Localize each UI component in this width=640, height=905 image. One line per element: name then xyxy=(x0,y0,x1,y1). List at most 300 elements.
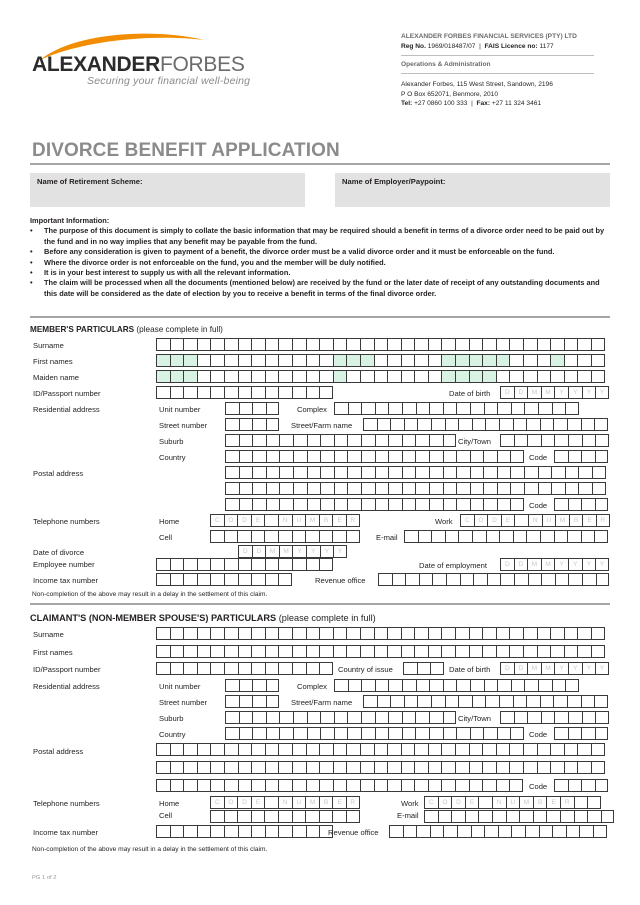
char-box[interactable] xyxy=(278,338,292,351)
char-box[interactable]: C xyxy=(460,514,474,527)
char-box[interactable] xyxy=(578,466,592,479)
char-box[interactable] xyxy=(252,482,266,495)
char-box[interactable] xyxy=(414,645,428,658)
char-box[interactable]: M xyxy=(541,558,555,571)
char-box[interactable] xyxy=(594,695,608,708)
char-box[interactable] xyxy=(319,338,333,351)
char-box[interactable] xyxy=(537,338,551,351)
char-box[interactable] xyxy=(592,466,606,479)
char-box[interactable] xyxy=(334,498,348,511)
char-box[interactable] xyxy=(265,354,279,367)
char-box[interactable] xyxy=(292,386,306,399)
char-box[interactable] xyxy=(225,498,239,511)
char-box[interactable] xyxy=(418,530,432,543)
char-box[interactable] xyxy=(485,695,499,708)
char-box[interactable] xyxy=(540,695,554,708)
char-box[interactable] xyxy=(239,466,253,479)
char-box[interactable] xyxy=(465,810,479,823)
char-box[interactable] xyxy=(306,662,320,675)
char-box[interactable] xyxy=(224,370,238,383)
char-box[interactable] xyxy=(497,402,511,415)
char-box[interactable]: O xyxy=(224,514,238,527)
char-box[interactable] xyxy=(375,679,389,692)
char-box[interactable] xyxy=(346,743,360,756)
char-box[interactable] xyxy=(292,810,306,823)
char-box[interactable] xyxy=(482,779,496,792)
char-box[interactable] xyxy=(484,679,498,692)
char-box[interactable] xyxy=(156,573,170,586)
char-box[interactable] xyxy=(251,761,265,774)
char-box[interactable] xyxy=(550,354,564,367)
char-box[interactable] xyxy=(319,645,333,658)
char-box[interactable] xyxy=(546,810,560,823)
member-employee-number-boxes[interactable] xyxy=(156,558,333,571)
char-box[interactable] xyxy=(305,530,319,543)
char-box[interactable] xyxy=(430,825,444,838)
char-box[interactable] xyxy=(293,711,307,724)
char-box[interactable]: M xyxy=(305,514,319,527)
char-box[interactable] xyxy=(388,679,402,692)
char-box[interactable]: D xyxy=(514,662,528,675)
char-box[interactable] xyxy=(496,761,510,774)
char-box[interactable] xyxy=(361,498,375,511)
member-revenue-office-boxes[interactable] xyxy=(378,573,609,586)
char-box[interactable] xyxy=(455,627,469,640)
char-box[interactable] xyxy=(441,354,455,367)
char-box[interactable] xyxy=(582,711,596,724)
char-box[interactable] xyxy=(333,779,347,792)
char-box[interactable] xyxy=(496,743,510,756)
char-box[interactable] xyxy=(334,727,348,740)
char-box[interactable] xyxy=(210,338,224,351)
char-box[interactable]: Y xyxy=(582,662,596,675)
char-box[interactable] xyxy=(496,370,510,383)
char-box[interactable] xyxy=(238,354,252,367)
char-box[interactable] xyxy=(183,761,197,774)
char-box[interactable] xyxy=(455,645,469,658)
char-box[interactable] xyxy=(469,627,483,640)
char-box[interactable] xyxy=(278,645,292,658)
char-box[interactable] xyxy=(509,645,523,658)
char-box[interactable] xyxy=(552,825,566,838)
char-box[interactable] xyxy=(577,627,591,640)
char-box[interactable] xyxy=(156,338,170,351)
char-box[interactable] xyxy=(429,466,443,479)
char-box[interactable] xyxy=(387,761,401,774)
char-box[interactable] xyxy=(156,825,170,838)
char-box[interactable] xyxy=(458,530,472,543)
member-postal-code-boxes[interactable] xyxy=(554,498,608,511)
char-box[interactable] xyxy=(415,434,429,447)
char-box[interactable]: N xyxy=(528,514,542,527)
char-box[interactable] xyxy=(388,498,402,511)
char-box[interactable] xyxy=(374,743,388,756)
char-box[interactable] xyxy=(541,434,555,447)
char-box[interactable] xyxy=(347,498,361,511)
char-box[interactable] xyxy=(346,779,360,792)
char-box[interactable] xyxy=(388,711,402,724)
char-box[interactable]: U xyxy=(506,796,520,809)
char-box[interactable] xyxy=(183,743,197,756)
char-box[interactable] xyxy=(528,573,542,586)
char-box[interactable] xyxy=(279,498,293,511)
char-box[interactable]: Y xyxy=(333,545,347,558)
char-box[interactable] xyxy=(470,482,484,495)
char-box[interactable] xyxy=(389,825,403,838)
char-box[interactable] xyxy=(264,514,278,527)
char-box[interactable] xyxy=(293,450,307,463)
char-box[interactable] xyxy=(183,825,197,838)
char-box[interactable] xyxy=(455,354,469,367)
char-box[interactable] xyxy=(239,450,253,463)
char-box[interactable] xyxy=(601,810,615,823)
char-box[interactable] xyxy=(455,743,469,756)
char-box[interactable] xyxy=(592,482,606,495)
char-box[interactable] xyxy=(265,386,279,399)
char-box[interactable] xyxy=(523,338,537,351)
char-box[interactable] xyxy=(170,662,184,675)
char-box[interactable] xyxy=(443,679,457,692)
char-box[interactable] xyxy=(482,761,496,774)
char-box[interactable]: Y xyxy=(554,662,568,675)
char-box[interactable] xyxy=(360,645,374,658)
char-box[interactable] xyxy=(252,434,266,447)
char-box[interactable] xyxy=(265,743,279,756)
char-box[interactable] xyxy=(591,761,605,774)
char-box[interactable] xyxy=(470,466,484,479)
char-box[interactable] xyxy=(374,645,388,658)
char-box[interactable] xyxy=(251,338,265,351)
char-box[interactable] xyxy=(568,450,582,463)
char-box[interactable] xyxy=(497,679,511,692)
char-box[interactable] xyxy=(404,418,418,431)
char-box[interactable] xyxy=(497,498,511,511)
char-box[interactable] xyxy=(594,418,608,431)
char-box[interactable] xyxy=(197,825,211,838)
char-box[interactable] xyxy=(307,727,321,740)
char-box[interactable] xyxy=(414,370,428,383)
char-box[interactable] xyxy=(387,627,401,640)
char-box[interactable] xyxy=(497,482,511,495)
char-box[interactable] xyxy=(497,450,511,463)
char-box[interactable] xyxy=(360,761,374,774)
char-box[interactable] xyxy=(252,418,266,431)
char-box[interactable] xyxy=(346,354,360,367)
char-box[interactable] xyxy=(361,711,375,724)
member-country-boxes[interactable] xyxy=(225,450,524,463)
char-box[interactable] xyxy=(564,338,578,351)
char-box[interactable] xyxy=(458,695,472,708)
char-box[interactable] xyxy=(443,482,457,495)
char-box[interactable] xyxy=(402,679,416,692)
char-box[interactable] xyxy=(581,498,595,511)
char-box[interactable] xyxy=(457,825,471,838)
char-box[interactable] xyxy=(458,418,472,431)
char-box[interactable] xyxy=(405,573,419,586)
char-box[interactable] xyxy=(587,796,601,809)
char-box[interactable] xyxy=(482,370,496,383)
claimant-cell-boxes[interactable] xyxy=(210,810,360,823)
char-box[interactable] xyxy=(224,662,238,675)
char-box[interactable] xyxy=(514,434,528,447)
char-box[interactable] xyxy=(252,727,266,740)
char-box[interactable] xyxy=(432,573,446,586)
char-box[interactable] xyxy=(347,434,361,447)
char-box[interactable]: D xyxy=(514,558,528,571)
char-box[interactable] xyxy=(278,761,292,774)
char-box[interactable] xyxy=(266,466,280,479)
char-box[interactable] xyxy=(375,402,389,415)
char-box[interactable] xyxy=(541,711,555,724)
char-box[interactable] xyxy=(482,338,496,351)
char-box[interactable] xyxy=(224,386,238,399)
char-box[interactable] xyxy=(360,743,374,756)
char-box[interactable] xyxy=(414,779,428,792)
char-box[interactable] xyxy=(388,402,402,415)
char-box[interactable] xyxy=(470,727,484,740)
char-box[interactable] xyxy=(183,354,197,367)
char-box[interactable]: U xyxy=(292,514,306,527)
char-box[interactable] xyxy=(210,743,224,756)
char-box[interactable] xyxy=(401,354,415,367)
char-box[interactable] xyxy=(568,711,582,724)
char-box[interactable] xyxy=(225,482,239,495)
char-box[interactable] xyxy=(347,466,361,479)
char-box[interactable] xyxy=(401,645,415,658)
char-box[interactable] xyxy=(292,627,306,640)
char-box[interactable] xyxy=(456,498,470,511)
char-box[interactable] xyxy=(428,370,442,383)
char-box[interactable] xyxy=(486,530,500,543)
char-box[interactable] xyxy=(469,354,483,367)
member-first-names-boxes[interactable] xyxy=(156,354,605,367)
char-box[interactable] xyxy=(441,761,455,774)
char-box[interactable] xyxy=(496,354,510,367)
char-box[interactable] xyxy=(527,434,541,447)
char-box[interactable] xyxy=(506,810,520,823)
char-box[interactable] xyxy=(524,679,538,692)
char-box[interactable] xyxy=(524,402,538,415)
char-box[interactable] xyxy=(306,558,320,571)
char-box[interactable]: D xyxy=(237,514,251,527)
char-box[interactable] xyxy=(414,743,428,756)
char-box[interactable] xyxy=(183,645,197,658)
char-box[interactable] xyxy=(170,627,184,640)
char-box[interactable] xyxy=(224,779,238,792)
char-box[interactable] xyxy=(402,727,416,740)
member-employment-date-boxes[interactable] xyxy=(500,558,609,571)
char-box[interactable] xyxy=(266,679,280,692)
char-box[interactable] xyxy=(510,727,524,740)
char-box[interactable] xyxy=(533,810,547,823)
char-box[interactable] xyxy=(565,482,579,495)
char-box[interactable] xyxy=(265,825,279,838)
claimant-country-issue-boxes[interactable] xyxy=(403,662,444,675)
char-box[interactable] xyxy=(156,386,170,399)
char-box[interactable] xyxy=(537,645,551,658)
char-box[interactable] xyxy=(451,810,465,823)
char-box[interactable] xyxy=(333,338,347,351)
char-box[interactable] xyxy=(401,779,415,792)
char-box[interactable] xyxy=(523,761,537,774)
char-box[interactable] xyxy=(224,761,238,774)
char-box[interactable] xyxy=(483,450,497,463)
char-box[interactable]: Y xyxy=(595,386,609,399)
char-box[interactable] xyxy=(564,761,578,774)
char-box[interactable] xyxy=(567,695,581,708)
char-box[interactable]: R xyxy=(596,514,610,527)
char-box[interactable] xyxy=(591,743,605,756)
char-box[interactable] xyxy=(568,434,582,447)
char-box[interactable] xyxy=(456,466,470,479)
char-box[interactable] xyxy=(251,370,265,383)
char-box[interactable] xyxy=(388,482,402,495)
char-box[interactable] xyxy=(306,338,320,351)
char-box[interactable]: R xyxy=(560,796,574,809)
claimant-country-boxes[interactable] xyxy=(225,727,524,740)
char-box[interactable] xyxy=(265,338,279,351)
char-box[interactable] xyxy=(334,482,348,495)
char-box[interactable] xyxy=(170,386,184,399)
char-box[interactable] xyxy=(511,402,525,415)
char-box[interactable] xyxy=(266,450,280,463)
char-box[interactable] xyxy=(238,386,252,399)
char-box[interactable] xyxy=(519,810,533,823)
char-box[interactable] xyxy=(551,482,565,495)
char-box[interactable] xyxy=(170,573,184,586)
char-box[interactable]: M xyxy=(527,662,541,675)
claimant-postal-line1-boxes[interactable] xyxy=(156,743,605,756)
claimant-revenue-office-boxes[interactable] xyxy=(389,825,607,838)
claimant-suburb-boxes[interactable] xyxy=(225,711,456,724)
char-box[interactable] xyxy=(360,338,374,351)
char-box[interactable] xyxy=(540,530,554,543)
char-box[interactable]: O xyxy=(474,514,488,527)
char-box[interactable] xyxy=(514,514,528,527)
char-box[interactable]: D xyxy=(500,662,514,675)
char-box[interactable] xyxy=(472,418,486,431)
char-box[interactable] xyxy=(347,711,361,724)
char-box[interactable] xyxy=(224,338,238,351)
char-box[interactable] xyxy=(293,466,307,479)
char-box[interactable] xyxy=(470,498,484,511)
claimant-id-boxes[interactable] xyxy=(156,662,333,675)
member-work-phone-boxes[interactable] xyxy=(460,514,610,527)
char-box[interactable] xyxy=(375,727,389,740)
char-box[interactable] xyxy=(401,338,415,351)
char-box[interactable] xyxy=(550,743,564,756)
char-box[interactable] xyxy=(197,627,211,640)
char-box[interactable] xyxy=(392,573,406,586)
char-box[interactable] xyxy=(170,370,184,383)
claimant-income-tax-boxes[interactable] xyxy=(156,825,333,838)
char-box[interactable] xyxy=(472,530,486,543)
char-box[interactable] xyxy=(513,695,527,708)
char-box[interactable] xyxy=(388,434,402,447)
char-box[interactable]: D xyxy=(252,545,266,558)
char-box[interactable] xyxy=(525,825,539,838)
char-box[interactable] xyxy=(456,727,470,740)
char-box[interactable] xyxy=(293,498,307,511)
char-box[interactable] xyxy=(170,761,184,774)
char-box[interactable] xyxy=(523,354,537,367)
char-box[interactable] xyxy=(156,354,170,367)
char-box[interactable]: O xyxy=(438,796,452,809)
char-box[interactable] xyxy=(239,727,253,740)
char-box[interactable] xyxy=(225,402,239,415)
char-box[interactable] xyxy=(251,386,265,399)
char-box[interactable] xyxy=(197,662,211,675)
char-box[interactable] xyxy=(307,498,321,511)
char-box[interactable] xyxy=(225,434,239,447)
char-box[interactable] xyxy=(251,662,265,675)
char-box[interactable]: E xyxy=(465,796,479,809)
char-box[interactable] xyxy=(319,530,333,543)
char-box[interactable] xyxy=(429,402,443,415)
claimant-unit-boxes[interactable] xyxy=(225,679,279,692)
char-box[interactable] xyxy=(484,402,498,415)
char-box[interactable] xyxy=(553,418,567,431)
char-box[interactable] xyxy=(307,711,321,724)
char-box[interactable] xyxy=(264,530,278,543)
char-box[interactable] xyxy=(587,810,601,823)
char-box[interactable] xyxy=(251,645,265,658)
char-box[interactable] xyxy=(210,779,224,792)
char-box[interactable] xyxy=(552,402,566,415)
char-box[interactable]: M xyxy=(519,796,533,809)
char-box[interactable] xyxy=(401,761,415,774)
char-box[interactable] xyxy=(550,338,564,351)
char-box[interactable] xyxy=(225,727,239,740)
char-box[interactable] xyxy=(292,761,306,774)
char-box[interactable] xyxy=(564,627,578,640)
claimant-street-farm-boxes[interactable] xyxy=(363,695,608,708)
char-box[interactable] xyxy=(374,779,388,792)
char-box[interactable] xyxy=(319,779,333,792)
char-box[interactable] xyxy=(348,402,362,415)
char-box[interactable] xyxy=(595,434,609,447)
char-box[interactable] xyxy=(483,466,497,479)
char-box[interactable] xyxy=(578,482,592,495)
char-box[interactable] xyxy=(539,825,553,838)
char-box[interactable]: Y xyxy=(554,558,568,571)
char-box[interactable] xyxy=(361,482,375,495)
char-box[interactable]: E xyxy=(501,514,515,527)
char-box[interactable] xyxy=(500,711,514,724)
char-box[interactable] xyxy=(278,530,292,543)
char-box[interactable] xyxy=(403,662,417,675)
char-box[interactable] xyxy=(483,482,497,495)
char-box[interactable] xyxy=(306,354,320,367)
char-box[interactable] xyxy=(320,727,334,740)
char-box[interactable]: C xyxy=(210,796,224,809)
char-box[interactable] xyxy=(334,466,348,479)
char-box[interactable] xyxy=(156,627,170,640)
char-box[interactable] xyxy=(582,573,596,586)
char-box[interactable] xyxy=(279,711,293,724)
char-box[interactable] xyxy=(374,370,388,383)
char-box[interactable] xyxy=(513,418,527,431)
char-box[interactable]: N xyxy=(278,796,292,809)
char-box[interactable] xyxy=(471,825,485,838)
char-box[interactable] xyxy=(428,779,442,792)
char-box[interactable] xyxy=(210,354,224,367)
char-box[interactable] xyxy=(537,743,551,756)
char-box[interactable] xyxy=(278,573,292,586)
char-box[interactable] xyxy=(553,695,567,708)
char-box[interactable] xyxy=(514,711,528,724)
char-box[interactable] xyxy=(414,338,428,351)
